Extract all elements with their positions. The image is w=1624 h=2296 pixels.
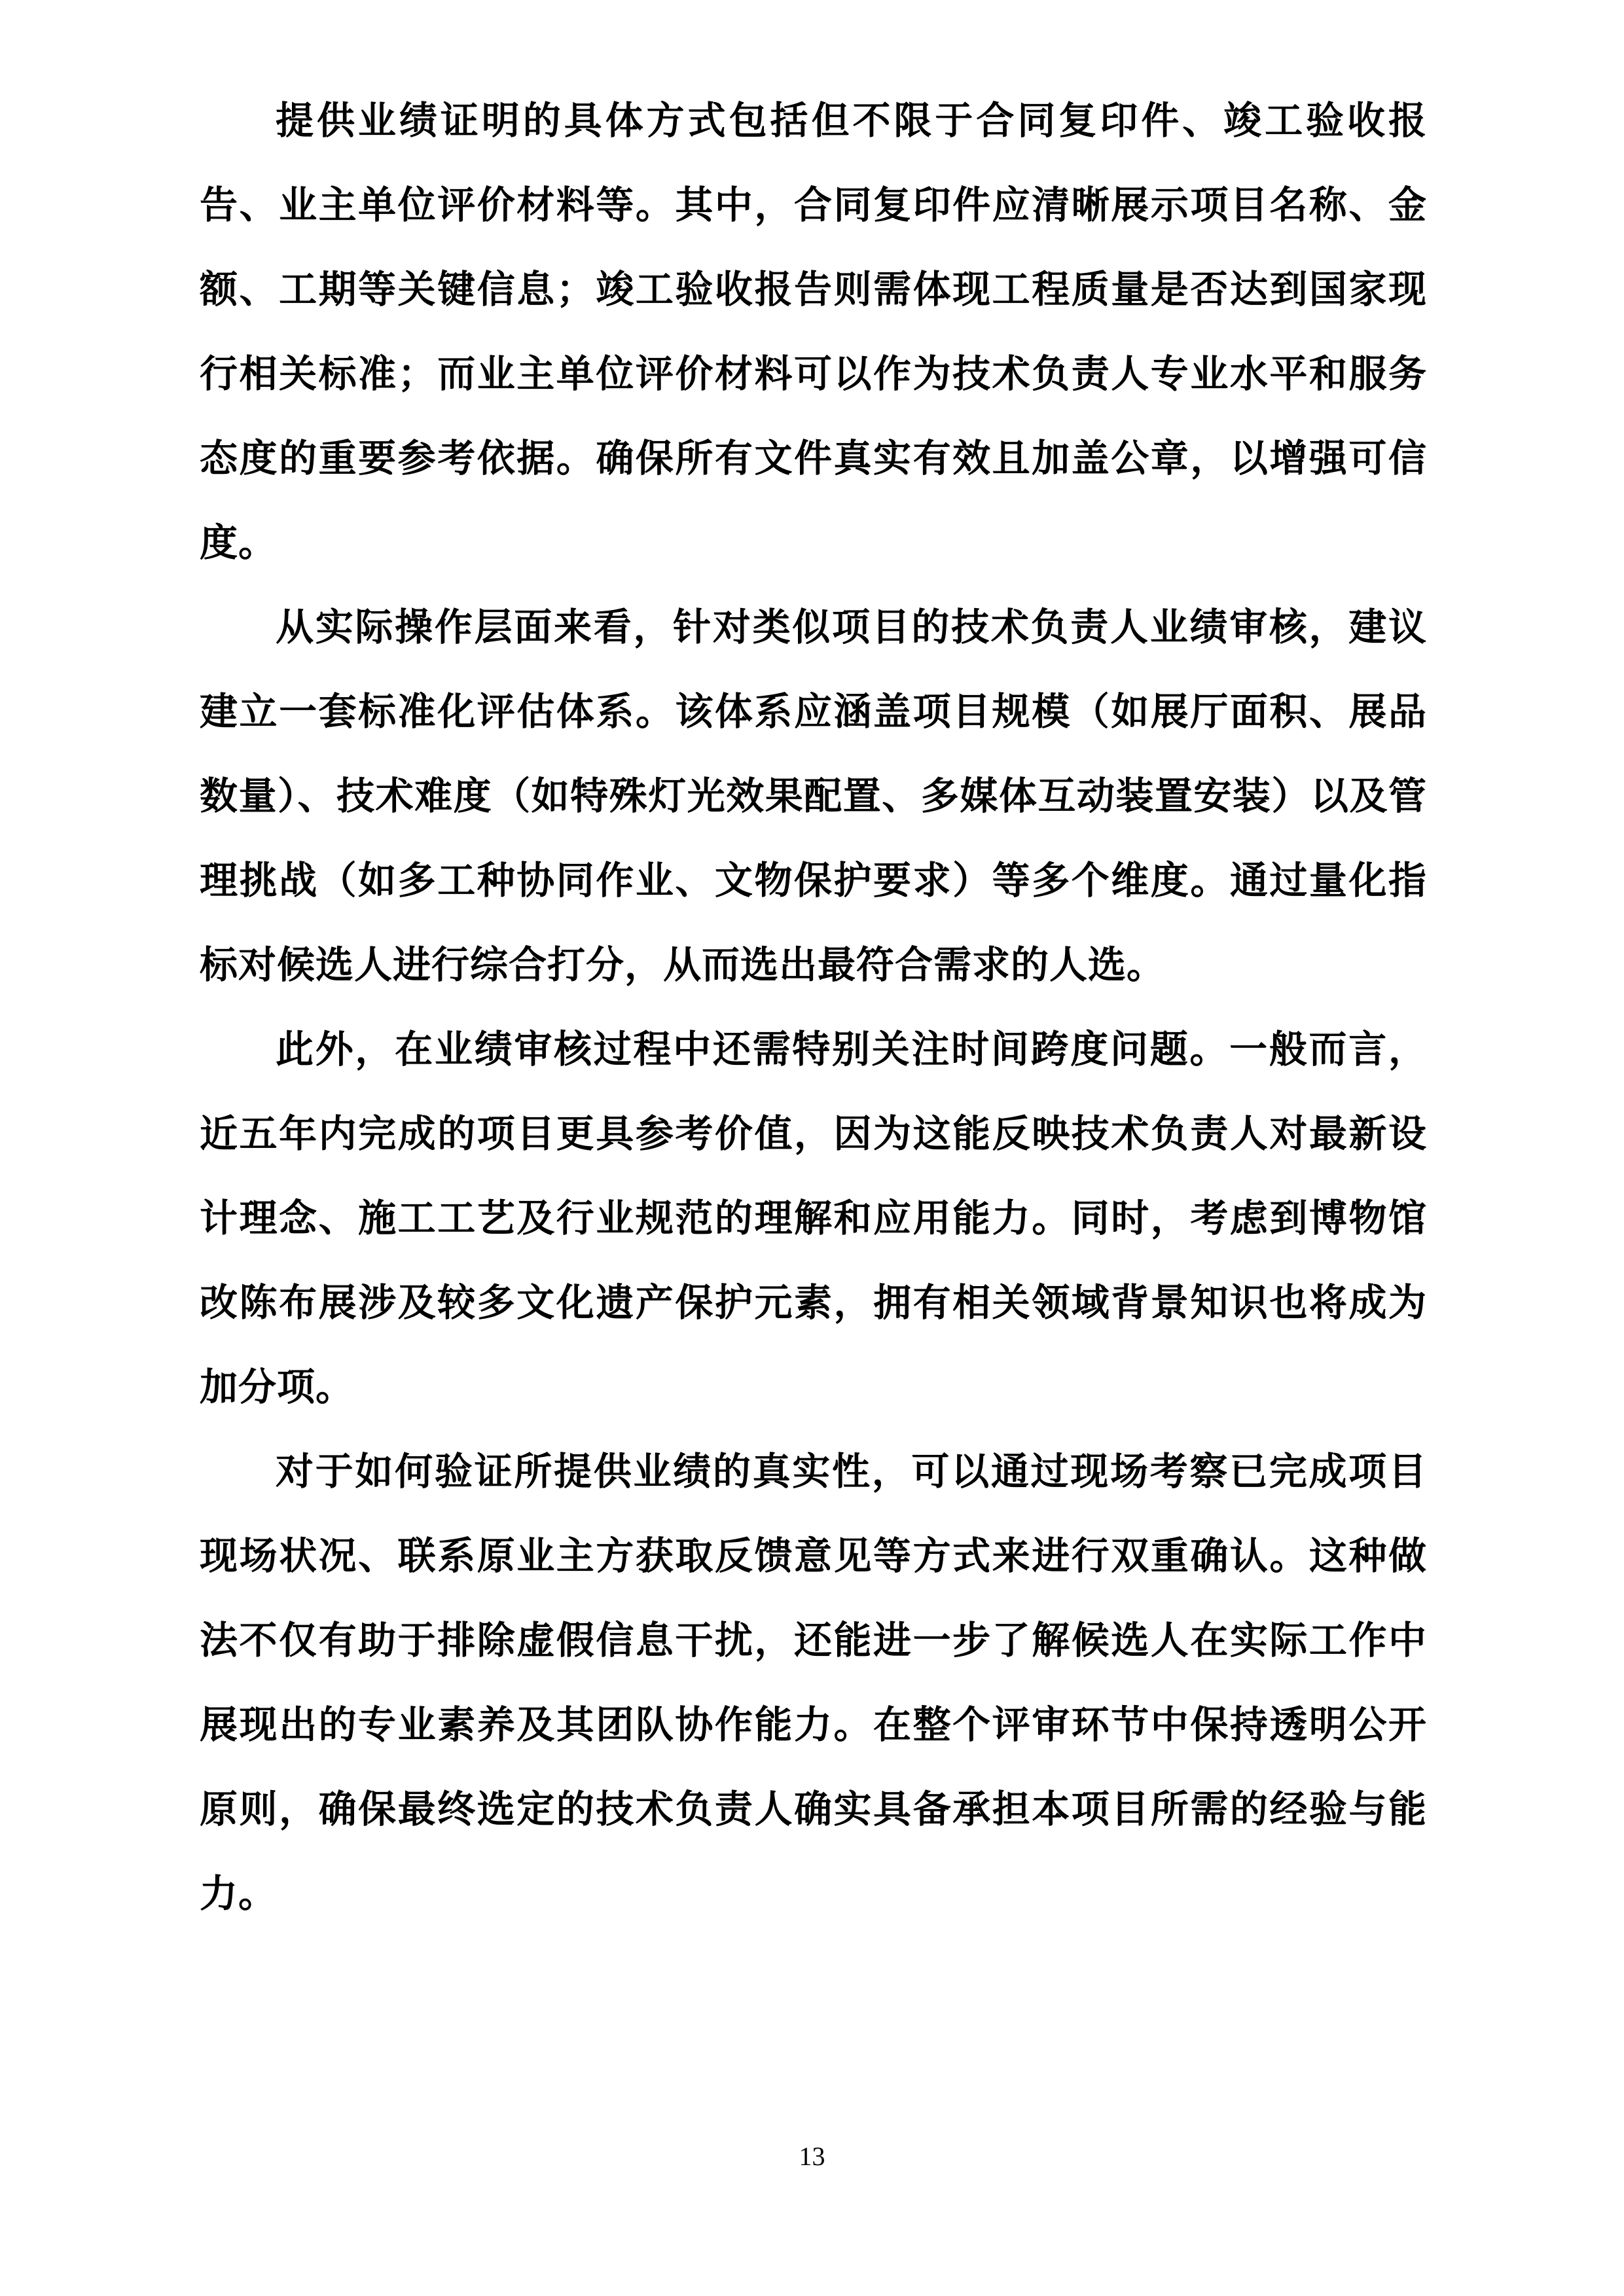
paragraph: 对于如何验证所提供业绩的真实性，可以通过现场考察已完成项目现场状况、联系原业主方获取反馈意见等方式来进行双重确认。这种做法不仅有助于排除虚假信息干扰，还能进一步了解候选人在实际工作中展现出的专业素养及其团队协作能力。在整个评审环节中保持透明公开原则，确保最终选定的技术负责人确实具备承担本项目所需的经验与能力。	[200, 1450, 1427, 1915]
document-body	[200, 79, 1427, 1936]
page-number: 13	[799, 2142, 825, 2171]
paragraph: 此外，在业绩审核过程中还需特别关注时间跨度问题。一般而言，近五年内完成的项目更具参考价值，因为这能反映技术负责人对最新设计理念、施工工艺及行业规范的理解和应用能力。同时，考虑到博物馆改陈布展涉及较多文化遗产保护元素，拥有相关领域背景知识也将成为加分项。	[200, 1028, 1427, 1408]
paragraph: 提供业绩证明的具体方式包括但不限于合同复印件、竣工验收报告、业主单位评价材料等。其中，合同复印件应清晰展示项目名称、金额、工期等关键信息；竣工验收报告则需体现工程质量是否达到国家现行相关标准；而业主单位评价材料可以作为技术负责人专业水平和服务态度的重要参考依据。确保所有文件真实有效且加盖公章，以增强可信度。	[200, 99, 1427, 564]
paragraph: 从实际操作层面来看，针对类似项目的技术负责人业绩审核，建议建立一套标准化评估体系。该体系应涵盖项目规模（如展厅面积、展品数量）、技术难度（如特殊灯光效果配置、多媒体互动装置安装）以及管理挑战（如多工种协同作业、文物保护要求）等多个维度。通过量化指标对候选人进行综合打分，从而选出最符合需求的人选。	[200, 606, 1427, 986]
page-footer	[0, 2141, 1624, 2172]
